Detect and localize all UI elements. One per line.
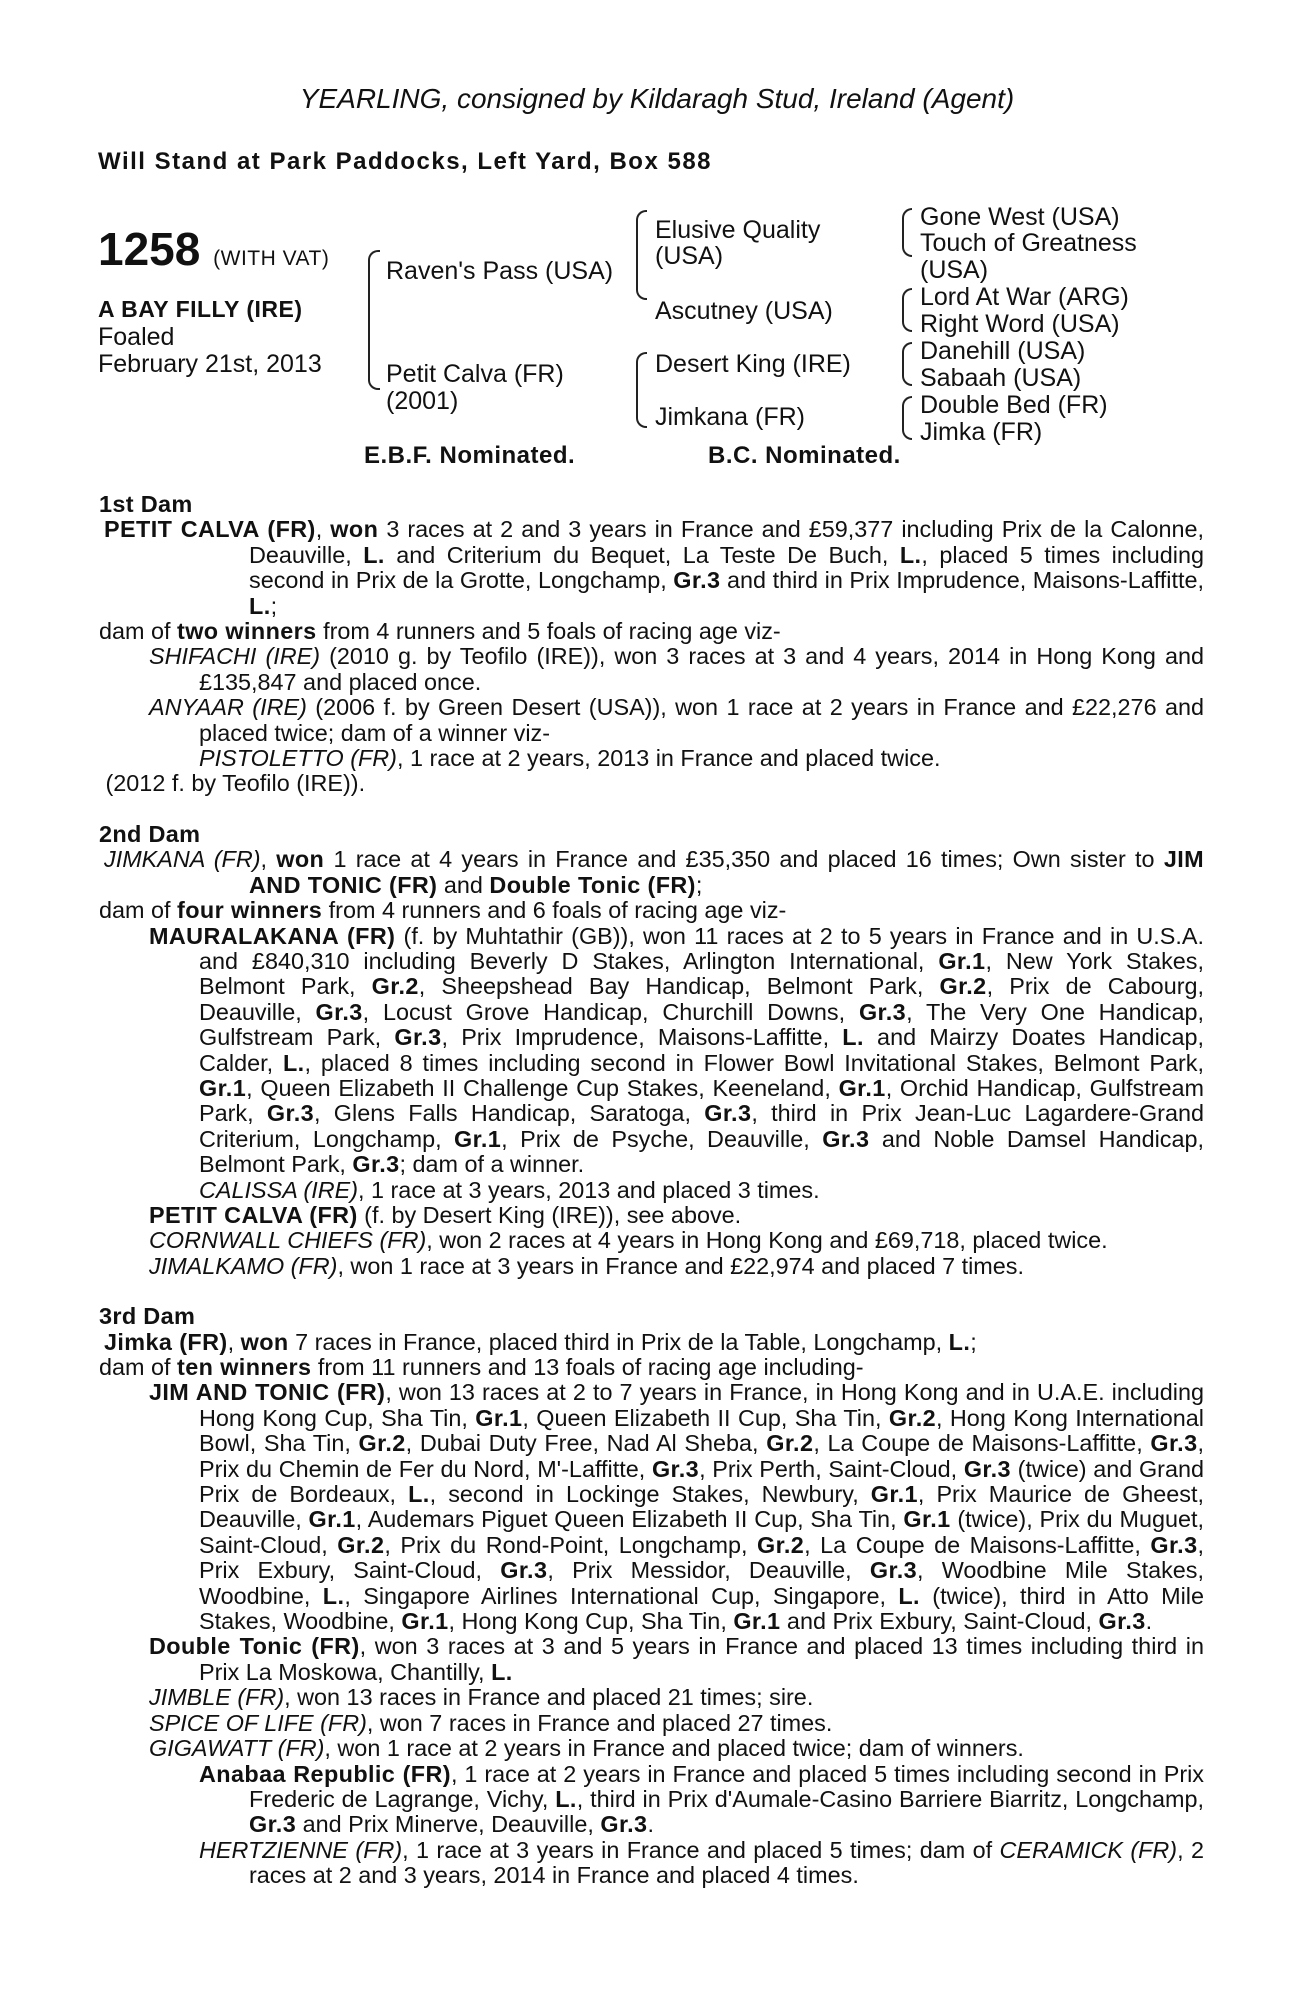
dam: Petit Calva (FR) (386, 360, 564, 388)
sss: Gone West (USA) (920, 203, 1120, 231)
third-dam-entry: Jimka (FR), won 7 races in France, placed third in Prix de la Table, Longchamp, L.; (104, 1328, 977, 1355)
produce-jim-and-tonic: JIM AND TONIC (FR), won 13 races at 2 to 7 years in France, in Hong Kong and in U.A.E. including Hong Kong Cup, Sha Tin, Gr.1, Queen Elizabeth II Cup, Sha Tin, Gr.2, Hong Kong International Bowl, Sha Tin, Gr.2, Dubai Duty Free, Nad Al Sheba, Gr.2, La Coupe de Maisons-Laffitte, Gr.3, Prix du Chemin de Fer du Nord, M'-Laffitte, Gr.3, Prix Perth, Saint-Cloud, Gr.3 (twice) and Grand Prix de Bordeaux, L., second in Lockinge Stakes, Newbury, Gr.1, Prix Maurice de Gheest, Deauville, Gr.1, Audemars Piguet Queen Elizabeth II Cup, Sha Tin, Gr.1 (twice), Prix du Muguet, Saint-Cloud, Gr.2, Prix du Rond-Point, Longchamp, Gr.2, La Coupe de Maisons-Laffitte, Gr.3, Prix Exbury, Saint-Cloud, Gr.3, Prix Messidor, Deauville, Gr.3, Woodbine Mile Stakes, Woodbine, L., Singapore Airlines International Cup, Singapore, L. (twice), third in Atto Mile Stakes, Woodbine, Gr.1, Hong Kong Cup, Sha Tin, Gr.1 and Prix Exbury, Saint-Cloud, Gr.3. (149, 1379, 1204, 1635)
foaled-label: Foaled (98, 323, 175, 351)
produce-jimalkamo: JIMALKAMO (FR), won 1 race at 3 years in France and £22,974 and placed 7 times. (149, 1252, 1024, 1279)
brace-2b (636, 352, 647, 428)
second-dam-entry: JIMKANA (FR), won 1 race at 4 years in France and £35,350 and placed 16 times; Own sister to JIM AND TONIC (FR) and Double Tonic (FR); (104, 846, 1205, 898)
ssd: Touch of Greatness (920, 229, 1137, 257)
first-dam-heading: 1st Dam (99, 491, 193, 517)
produce-gigawatt: GIGAWATT (FR), won 1 race at 2 years in France and placed twice; dam of winners. (149, 1735, 1024, 1762)
brace-3b (902, 288, 912, 332)
produce-hertzienne: HERTZIENNE (FR), 1 race at 3 years in France and placed 5 times; dam of CERAMICK (FR), 2 races at 2 and 3 years, 2014 in France and placed 4 times. (199, 1836, 1204, 1889)
stand-location: Will Stand at Park Paddocks, Left Yard, Box 588 (98, 148, 713, 175)
produce-spice-of-life: SPICE OF LIFE (FR), won 7 races in France and placed 27 times. (149, 1709, 833, 1736)
sire-dam: Ascutney (USA) (655, 297, 833, 325)
ssd-2: (USA) (920, 256, 989, 284)
dsd: Sabaah (USA) (920, 364, 1082, 392)
second-dam-produce-summary: dam of four winners from 4 runners and 6 foals of racing age viz- (99, 897, 787, 924)
horse-name: A BAY FILLY (IRE) (98, 296, 303, 322)
bc-nominated: B.C. Nominated. (708, 442, 901, 469)
sds: Lord At War (ARG) (920, 283, 1129, 311)
produce-shifachi: SHIFACHI (IRE) (2010 g. by Teofilo (IRE)), won 3 races at 3 and 4 years, 2014 in Hong Kong and £135,847 and placed once. (149, 643, 1204, 695)
dss: Danehill (USA) (920, 337, 1086, 365)
brace-2a (636, 210, 647, 300)
brace-3a (902, 208, 912, 257)
sire: Raven's Pass (USA) (386, 257, 614, 285)
produce-double-tonic: Double Tonic (FR), won 3 races at 3 and 5 years in France and placed 13 times including third in Prix La Moskowa, Chantilly, L. (149, 1633, 1204, 1685)
sire-sire-2: (USA) (655, 242, 724, 270)
second-dam-heading: 2nd Dam (99, 820, 201, 847)
produce-anabaa-republic: Anabaa Republic (FR), 1 race at 2 years in France and placed 5 times including second in Prix Frederic de Lagrange, Vichy, L., third in Prix d'Aumale-Casino Barriere Biarritz, Longchamp, Gr.3 and Prix Minerve, Deauville, Gr.3. (199, 1760, 1205, 1838)
third-dam-heading: 3rd Dam (99, 1303, 196, 1330)
produce-anyaar: ANYAAR (IRE) (2006 f. by Green Desert (USA)), won 1 race at 2 years in France and £22,276 and placed twice; dam of a winner viz- (149, 694, 1205, 746)
first-dam-entry: PETIT CALVA (FR), won 3 races at 2 and 3 years in France and £59,377 including Prix de la Calonne, Deauville, L. and Criterium du Bequet, La Teste De Buch, L., placed 5 times including second in Prix de la Grotte, Longchamp, Gr.3 and third in Prix Imprudence, Maisons-Laffitte, L.; (104, 516, 1204, 619)
dam-year: (2001) (386, 387, 459, 415)
produce-jimble: JIMBLE (FR), won 13 races in France and placed 21 times; sire. (149, 1684, 814, 1711)
brace-3c (902, 342, 912, 386)
dam-dam: Jimkana (FR) (655, 403, 806, 431)
sdd: Right Word (USA) (920, 310, 1120, 338)
produce-2012-filly: (2012 f. by Teofilo (IRE)). (99, 770, 366, 797)
brace-3d (902, 396, 912, 440)
foaled-date: February 21st, 2013 (98, 350, 322, 378)
produce-pistoletto: PISTOLETTO (FR), 1 race at 2 years, 2013 in France and placed twice. (199, 745, 941, 772)
dds: Double Bed (FR) (920, 391, 1108, 419)
ddd: Jimka (FR) (920, 418, 1043, 446)
produce-calissa: CALISSA (IRE), 1 race at 3 years, 2013 and placed 3 times. (199, 1176, 820, 1203)
catalogue-body (99, 492, 1204, 1889)
first-dam-produce-summary: dam of two winners from 4 runners and 5 foals of racing age viz- (99, 618, 781, 645)
produce-cornwall-chiefs: CORNWALL CHIEFS (FR), won 2 races at 4 years in Hong Kong and £69,718, placed twice. (149, 1227, 1108, 1254)
produce-mauralakana: MAURALAKANA (FR) (f. by Muhtathir (GB)), won 11 races at 2 to 5 years in France and in U.S.A. and £840,310 including Beverly D Stakes, Arlington International, Gr.1, New York Stakes, Belmont Park, Gr.2, Sheepshead Bay Handicap, Belmont Park, Gr.2, Prix de Cabourg, Deauville, Gr.3, Locust Grove Handicap, Churchill Downs, Gr.3, The Very One Handicap, Gulfstream Park, Gr.3, Prix Imprudence, Maisons-Laffitte, L. and Mairzy Doates Handicap, Calder, L., placed 8 times including second in Flower Bowl Invitational Stakes, Belmont Park, Gr.1, Queen Elizabeth II Challenge Cup Stakes, Keeneland, Gr.1, Orchid Handicap, Gulfstream Park, Gr.3, Glens Falls Handicap, Saratoga, Gr.3, third in Prix Jean-Luc Lagardere-Grand Criterium, Longchamp, Gr.1, Prix de Psyche, Deauville, Gr.3 and Noble Damsel Handicap, Belmont Park, Gr.3; dam of a winner. (149, 922, 1205, 1178)
dam-sire: Desert King (IRE) (655, 350, 851, 378)
third-dam-produce-summary: dam of ten winners from 11 runners and 13 foals of racing age including- (99, 1354, 864, 1380)
consignor-heading: YEARLING, consigned by Kildaragh Stud, Ireland (Agent) (299, 83, 1015, 114)
ebf-nominated: E.B.F. Nominated. (364, 442, 576, 469)
brace-1 (368, 250, 380, 390)
produce-petit-calva: PETIT CALVA (FR) (f. by Desert King (IRE)), see above. (149, 1201, 742, 1228)
lot-number: 1258 (WITH VAT) (98, 223, 330, 275)
sire-sire: Elusive Quality (655, 216, 821, 244)
